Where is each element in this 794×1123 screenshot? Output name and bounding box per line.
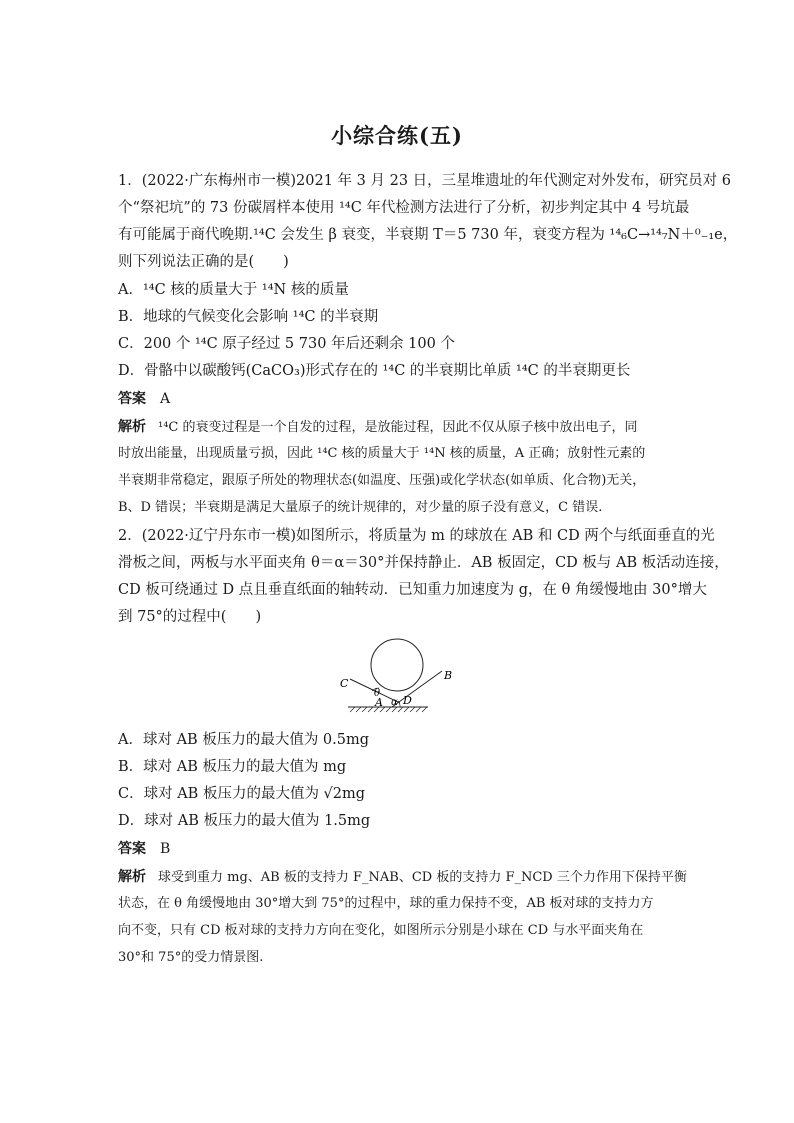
q2-option-c: C．球对 AB 板压力的最大值为 √2mg [118, 786, 366, 802]
q1-option-a: A．¹⁴C 核的质量大于 ¹⁴N 核的质量 [118, 282, 349, 298]
q1-explain-line-1 [118, 414, 678, 442]
q1-answer [118, 386, 170, 412]
q2-explain-text-1: 球受到重力 mg、AB 板的支持力 F_NAB、CD 板的支持力 F_NCD 三个力作用下保持平衡 [158, 870, 687, 885]
ball-between-boards-figure [336, 633, 466, 719]
q1-explain-label: 解析 [118, 419, 146, 435]
ball [371, 639, 423, 691]
label-alpha: α [391, 697, 398, 708]
label-b: B [444, 669, 453, 682]
q1-stem-line-1: 1．(2022·广东梅州市一模)2021 年 3 月 23 日，三星堆遗址的年代测定对外发布，研究员对 6 [118, 173, 732, 189]
q2-stem-line-1: 2．(2022·辽宁丹东市一模)如图所示，将质量为 m 的球放在 AB 和 CD 两个与纸面垂直的光 [118, 528, 715, 544]
q1-stem-line-2: 个“祭祀坑”的 73 份碳屑样本使用 ¹⁴C 年代检测方法进行了分析，初步判定其中 4 号坑最 [118, 200, 690, 216]
q1-explain-line-3: 半衰期非常稳定，跟原子所处的物理状态(如温度、压强)或化学状态(如单质、化合物)无关， [118, 473, 646, 488]
q1-explain-line-2: 时放出能量，出现质量亏损，因此 ¹⁴C 核的质量大于 ¹⁴N 核的质量，A 正确；放射性元素的 [118, 446, 646, 461]
board-ab [392, 671, 442, 707]
q1-option-d: D．骨骼中以碳酸钙(CaCO₃)形式存在的 ¹⁴C 的半衰期比单质 ¹⁴C 的半衰期更长 [118, 363, 631, 379]
label-c: C [340, 677, 349, 690]
q2-option-d: D．球对 AB 板压力的最大值为 1.5mg [118, 813, 371, 829]
q1-stem-line-4: 则下列说法正确的是( ) [118, 254, 289, 270]
q1-option-c: C．200 个 ¹⁴C 原子经过 5 730 年后还剩余 100 个 [118, 336, 455, 352]
q2-answer [118, 836, 170, 862]
q2-option-a: A．球对 AB 板压力的最大值为 0.5mg [118, 732, 370, 748]
page-title: 小综合练(五) [331, 123, 463, 148]
q2-stem-line-3: CD 板可绕通过 D 点且垂直纸面的轴转动．已知重力加速度为 g，在 θ 角缓慢地由 30°增大 [118, 582, 707, 598]
label-a: A [375, 696, 383, 709]
q2-option-b: B．球对 AB 板压力的最大值为 mg [118, 759, 347, 775]
q2-explain-label: 解析 [118, 869, 146, 885]
label-d: D [403, 694, 412, 707]
q2-explain-line-4: 30°和 75°的受力情景图. [118, 950, 264, 965]
q2-answer-value: B [160, 841, 171, 857]
q1-explain-text-1: ¹⁴C 的衰变过程是一个自发的过程，是放能过程，因此不仅从原子核中放出电子，同 [158, 420, 638, 435]
q2-answer-label: 答案 [118, 841, 146, 857]
ground-hatch [350, 707, 427, 712]
q2-explain-line-1 [118, 864, 687, 892]
q2-explain-line-2: 状态，在 θ 角缓慢地由 30°增大到 75°的过程中，球的重力保持不变，AB 板对球的支持力方 [118, 896, 654, 911]
q1-answer-value: A [160, 391, 171, 407]
q2-explain-line-3: 向不变，只有 CD 板对球的支持力方向在变化，如图所示分别是小球在 CD 与水平面夹角在 [118, 923, 644, 938]
q1-answer-label: 答案 [118, 391, 146, 407]
label-theta: θ [374, 688, 381, 699]
q2-stem-line-4: 到 75°的过程中( ) [118, 609, 262, 625]
q1-stem-line-3: 有可能属于商代晚期.¹⁴C 会发生 β 衰变，半衰期 T＝5 730 年，衰变方程为 ¹⁴₆C→¹⁴₇N＋⁰₋₁e， [118, 227, 738, 243]
q1-option-b: B．地球的气候变化会影响 ¹⁴C 的半衰期 [118, 309, 379, 325]
q1-explain-line-4: B、D 错误；半衰期是满足大量原子的统计规律的，对少量的原子没有意义，C 错误. [118, 500, 603, 515]
q2-stem-line-2: 滑板之间，两板与水平面夹角 θ＝α＝30°并保持静止．AB 板固定，CD 板与 AB 板活动连接， [118, 555, 729, 571]
